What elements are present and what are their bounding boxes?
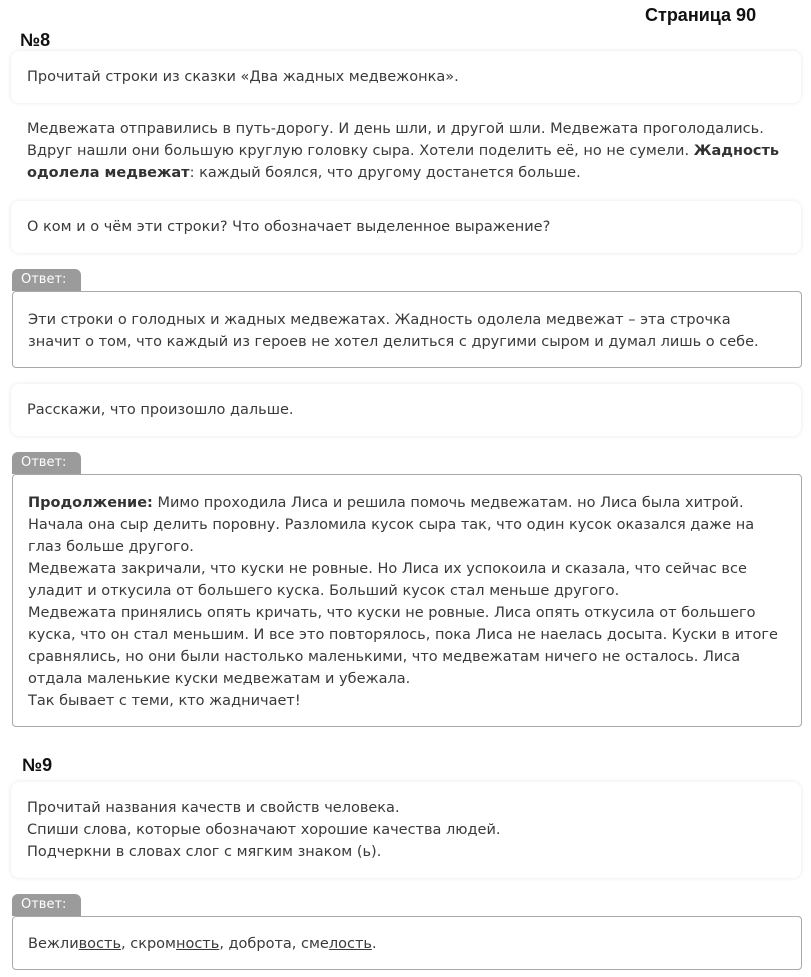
question-about-lines-text: О ком и о чём эти строки? Что обозначает выделенное выражение? <box>27 219 551 235</box>
continuation-paragraph-2: Медвежата закричали, что куски не ровные. Но Лиса их успокоила и сказала, что сейчас все уладит и откусила от большего куска. Больший кусок стал меньше другого. <box>28 561 747 599</box>
continuation-paragraph-3: Медвежата принялись опять кричать, что куски не ровные. Лиса опять откусила от большего куска, что он стал меньшим. И все это повторялось, пока Лиса не наелась досыта. Куски в итоге сравнялись, но они были настолько маленькими, что медвежатам ничего не осталось. Лиса отдала маленькие куски медвежатам и убежала. <box>28 605 778 687</box>
underlined-syllable: ность <box>175 936 220 952</box>
task-tell-next-text: Расскажи, что произошло дальше. <box>27 402 294 418</box>
exercise-8-number: №8 <box>20 30 51 50</box>
task-line-1: Прочитай названия качеств и свойств человека. <box>27 800 400 816</box>
question-about-lines <box>11 201 801 253</box>
task-qualities <box>11 782 801 878</box>
continuation-paragraph-1: Продолжение: Мимо проходила Лиса и решила помочь медвежатам. но Лиса была хитрой. Начала она сыр делить поровну. Разломила кусок сыра так, что один кусок оказался даже на глаз больше другого. <box>28 495 755 555</box>
answer-tab-3: Ответ: <box>12 894 81 916</box>
story-excerpt <box>11 118 801 188</box>
story-excerpt-text: Медвежата отправились в путь-дорогу. И день шли, и другой шли. Медвежата проголодались. Вдруг нашли они большую круглую головку сыра. Хотели поделить её, но не сумели. Жадность одолела медвежат: каждый боялся, что другому достанется больше. <box>27 121 780 181</box>
answer-tab-1: Ответ: <box>12 269 81 291</box>
continuation-label: Продолжение: <box>28 495 153 511</box>
task-tell-next <box>11 384 801 436</box>
answer-box-3 <box>12 916 802 970</box>
underlined-syllable: вость <box>78 936 122 952</box>
answer-1-text: Эти строки о голодных и жадных медвежатах. Жадность одолела медвежат – эта строчка значит о том, что каждый из героев не хотел делиться с другими сыром и думал лишь о себе. <box>28 312 759 350</box>
highlighted-expression: Жадность одолела медвежат <box>27 143 780 181</box>
continuation-paragraph-4: Так бывает с теми, кто жадничает! <box>28 693 301 709</box>
task-read-lines <box>11 51 801 103</box>
answer-3-text: Вежливость, скромность, доброта, смелость. <box>28 936 377 952</box>
underlined-syllable: лость <box>328 936 372 952</box>
exercise-9-number: №9 <box>22 755 53 775</box>
answer-tab-2: Ответ: <box>12 452 81 474</box>
answer-box-1 <box>12 291 802 368</box>
task-line-2: Спиши слова, которые обозначают хорошие качества людей. <box>27 822 501 838</box>
answer-box-2 <box>12 474 802 727</box>
task-read-lines-text: Прочитай строки из сказки «Два жадных медвежонка». <box>27 69 459 85</box>
task-qualities-text <box>27 797 501 863</box>
task-line-3: Подчеркни в словах слог с мягким знаком (ь). <box>27 844 382 860</box>
page-number: Страница 90 <box>645 5 757 25</box>
